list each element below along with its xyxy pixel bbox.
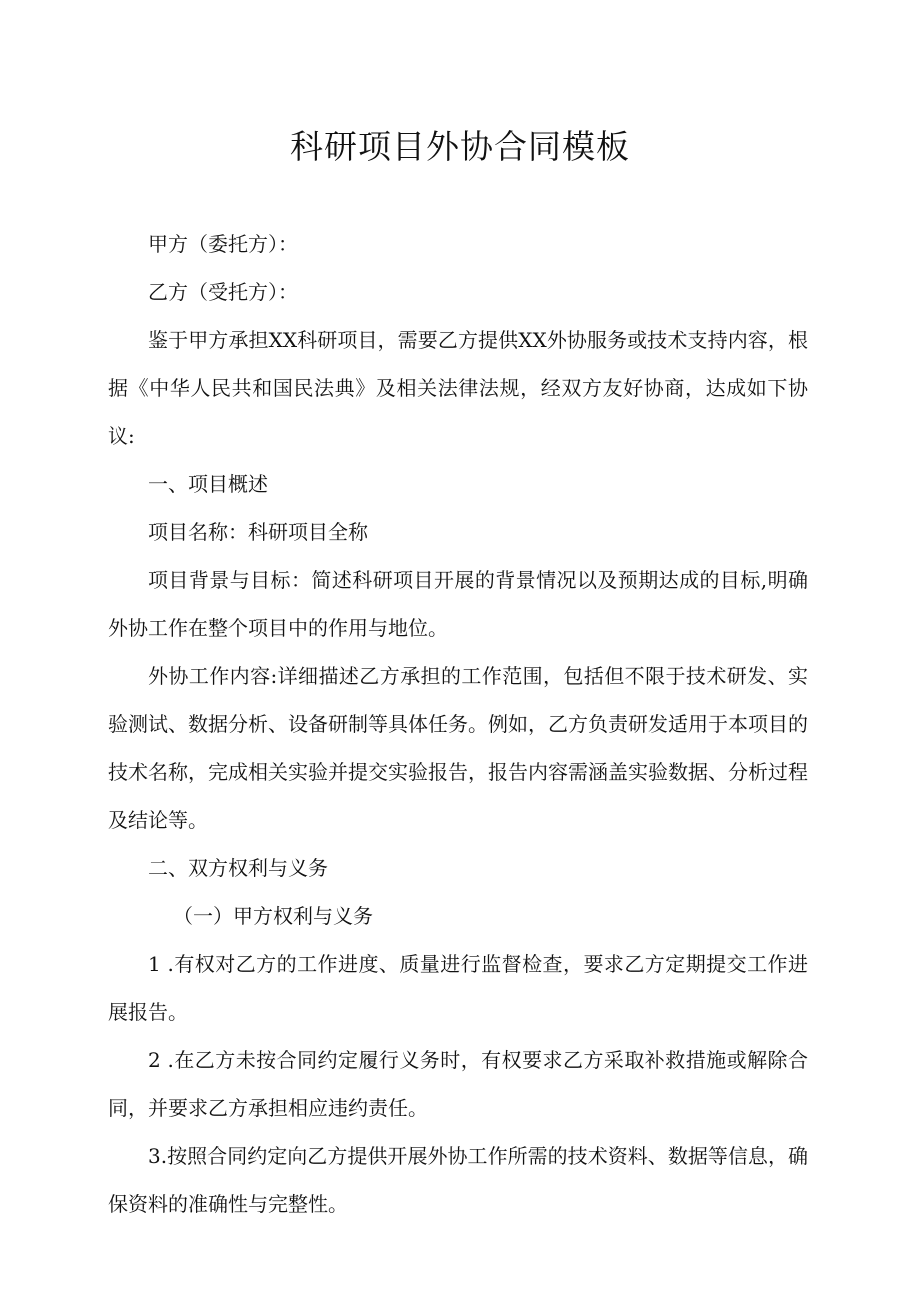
preamble-paragraph: 鉴于甲方承担XX科研项目，需要乙方提供XX外协服务或技术支持内容，根据《中华人民共和国民法典》及相关法律法规，经双方友好协商，达成如下协议: [108, 328, 808, 448]
clause-1: 1 .有权对乙方的工作进度、质量进行监督检查，要求乙方定期提交工作进展报告。 [108, 952, 808, 1024]
section-heading-project-overview: 一、项目概述 [148, 472, 268, 496]
document-title: 科研项目外协合同模板 [290, 127, 630, 166]
project-background-paragraph: 项目背景与目标：简述科研项目开展的背景情况以及预期达成的目标,明确外协工作在整个项目中的作用与地位。 [108, 568, 808, 640]
party-a-line: 甲方（委托方）： [148, 232, 298, 256]
project-name-line: 项目名称：科研项目全称 [148, 520, 368, 544]
outsourcing-content-paragraph: 外协工作内容:详细描述乙方承担的工作范围，包括但不限于技术研发、实验测试、数据分析、设备研制等具体任务。例如，乙方负责研发适用于本项目的技术名称，完成相关实验并提交实验报告，报告内容需涵盖实验数据、分析过程及结论等。 [108, 664, 808, 832]
clause-2: 2 .在乙方未按合同约定履行义务时，有权要求乙方采取补救措施或解除合同，并要求乙方承担相应违约责任。 [108, 1048, 808, 1120]
clause-3: 3.按照合同约定向乙方提供开展外协工作所需的技术资料、数据等信息，确保资料的准确性与完整性。 [108, 1144, 808, 1216]
subsection-heading-party-a: （一）甲方权利与义务 [173, 904, 373, 928]
section-heading-rights-obligations: 二、双方权利与义务 [148, 856, 328, 880]
party-b-line: 乙方（受托方）： [148, 280, 298, 304]
document-body [108, 220, 808, 1228]
